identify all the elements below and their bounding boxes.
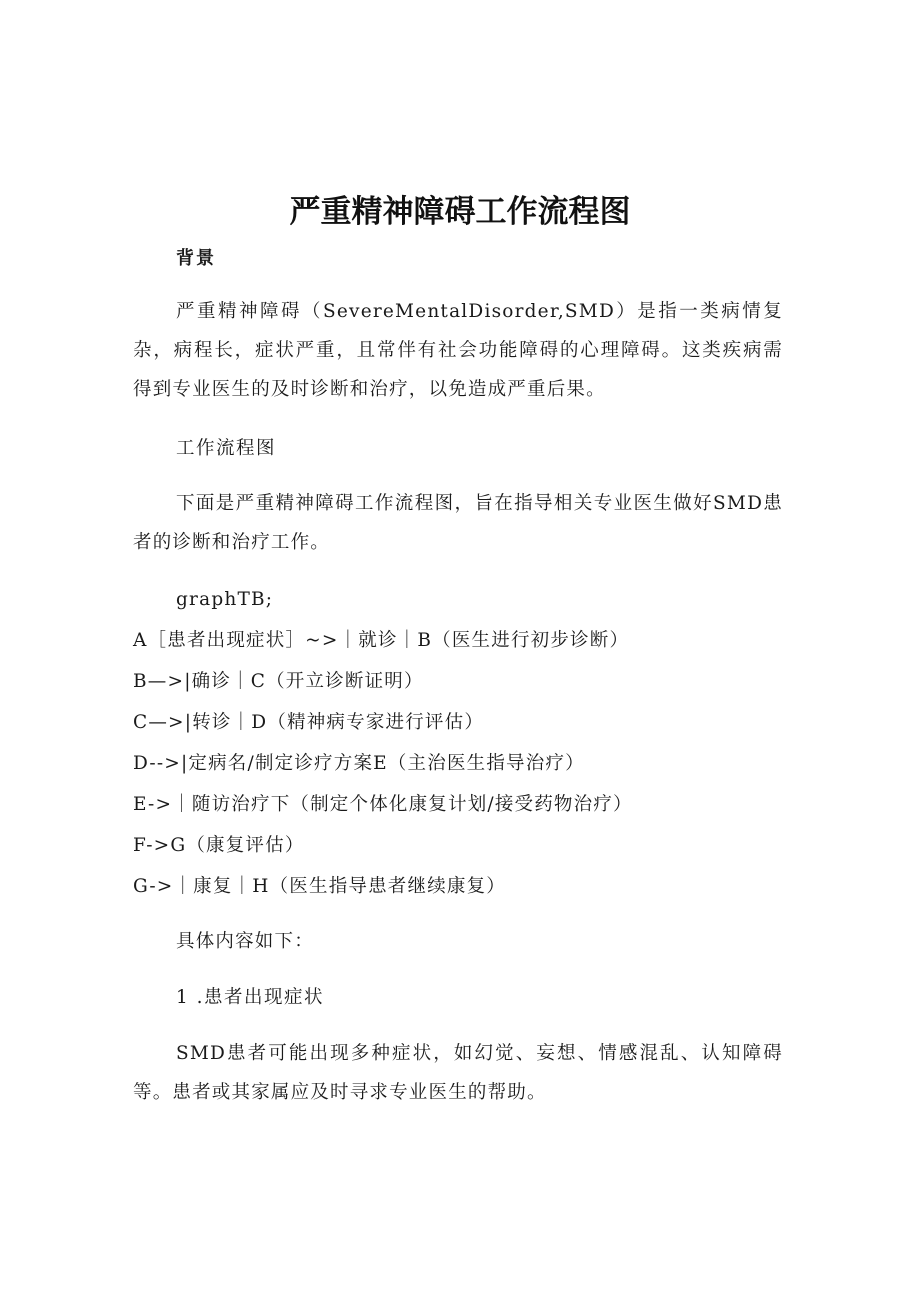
section1-heading: 1 .患者出现症状	[176, 987, 325, 1008]
graph-header: graphTB;	[176, 589, 274, 610]
graph-line-g: G->｜康复｜H（医生指导患者继续康复）	[133, 876, 507, 897]
background-heading: 背景	[176, 248, 216, 269]
graph-line-c: C—>|转诊｜D（精神病专家进行评估）	[133, 712, 485, 733]
graph-line-d: D-->|定病名/制定诊疗方案E（主治医生指导治疗）	[133, 753, 585, 774]
graph-line-f: F->G（康复评估）	[133, 835, 305, 856]
section1-paragraph: SMD患者可能出现多种症状，如幻觉、妄想、情感混乱、认知障碍等。患者或其家属应及时寻求专业医生的帮助。	[133, 1043, 783, 1103]
document-title: 严重精神障碍工作流程图	[289, 194, 631, 230]
workflow-heading: 工作流程图	[176, 438, 277, 459]
graph-line-a: A［患者出现症状］~>｜就诊｜B（医生进行初步诊断）	[133, 630, 630, 651]
workflow-intro-paragraph: 下面是严重精神障碍工作流程图，旨在指导相关专业医生做好SMD患者的诊断和治疗工作。	[133, 493, 783, 553]
details-intro: 具体内容如下：	[176, 931, 314, 952]
graph-line-b: B—>|确诊｜C（开立诊断证明）	[133, 671, 424, 692]
background-paragraph: 严重精神障碍（SevereMentalDisorder,SMD）是指一类病情复杂，病程长，症状严重，且常伴有社会功能障碍的心理障碍。这类疾病需得到专业医生的及时诊断和治疗，以免造成严重后果。	[133, 301, 783, 400]
graph-line-e: E->｜随访治疗下（制定个体化康复计划/接受药物治疗）	[133, 794, 633, 815]
